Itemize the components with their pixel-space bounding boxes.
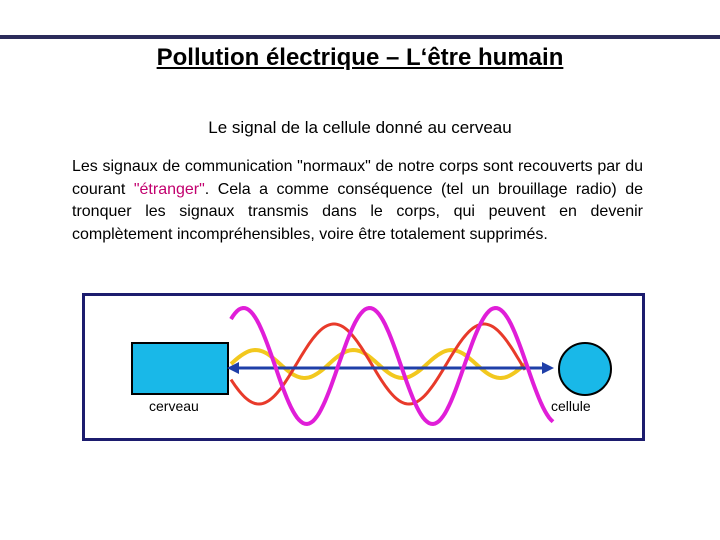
brain-label: cerveau [149, 398, 199, 414]
cell-label: cellule [551, 398, 591, 414]
top-divider [0, 35, 720, 39]
paragraph-highlight: "étranger" [133, 180, 205, 198]
body-paragraph [72, 156, 643, 246]
section-subtitle: Le signal de la cellule donné au cerveau [208, 118, 512, 137]
signal-waves [85, 296, 642, 438]
paragraph-text-1: Les signaux de communication "normaux" de notre corps sont recouverts par du courant [72, 158, 643, 198]
signal-diagram [82, 293, 645, 441]
paragraph-text-2: . Cela a comme conséquence (tel un brouillage radio) de tronquer les signaux transmis dans le corps, qui peuvent en devenir complètement incompréhensibles, voire être totalement supprimés. [72, 180, 644, 243]
page-title: Pollution électrique – L‘être humain [156, 44, 564, 71]
